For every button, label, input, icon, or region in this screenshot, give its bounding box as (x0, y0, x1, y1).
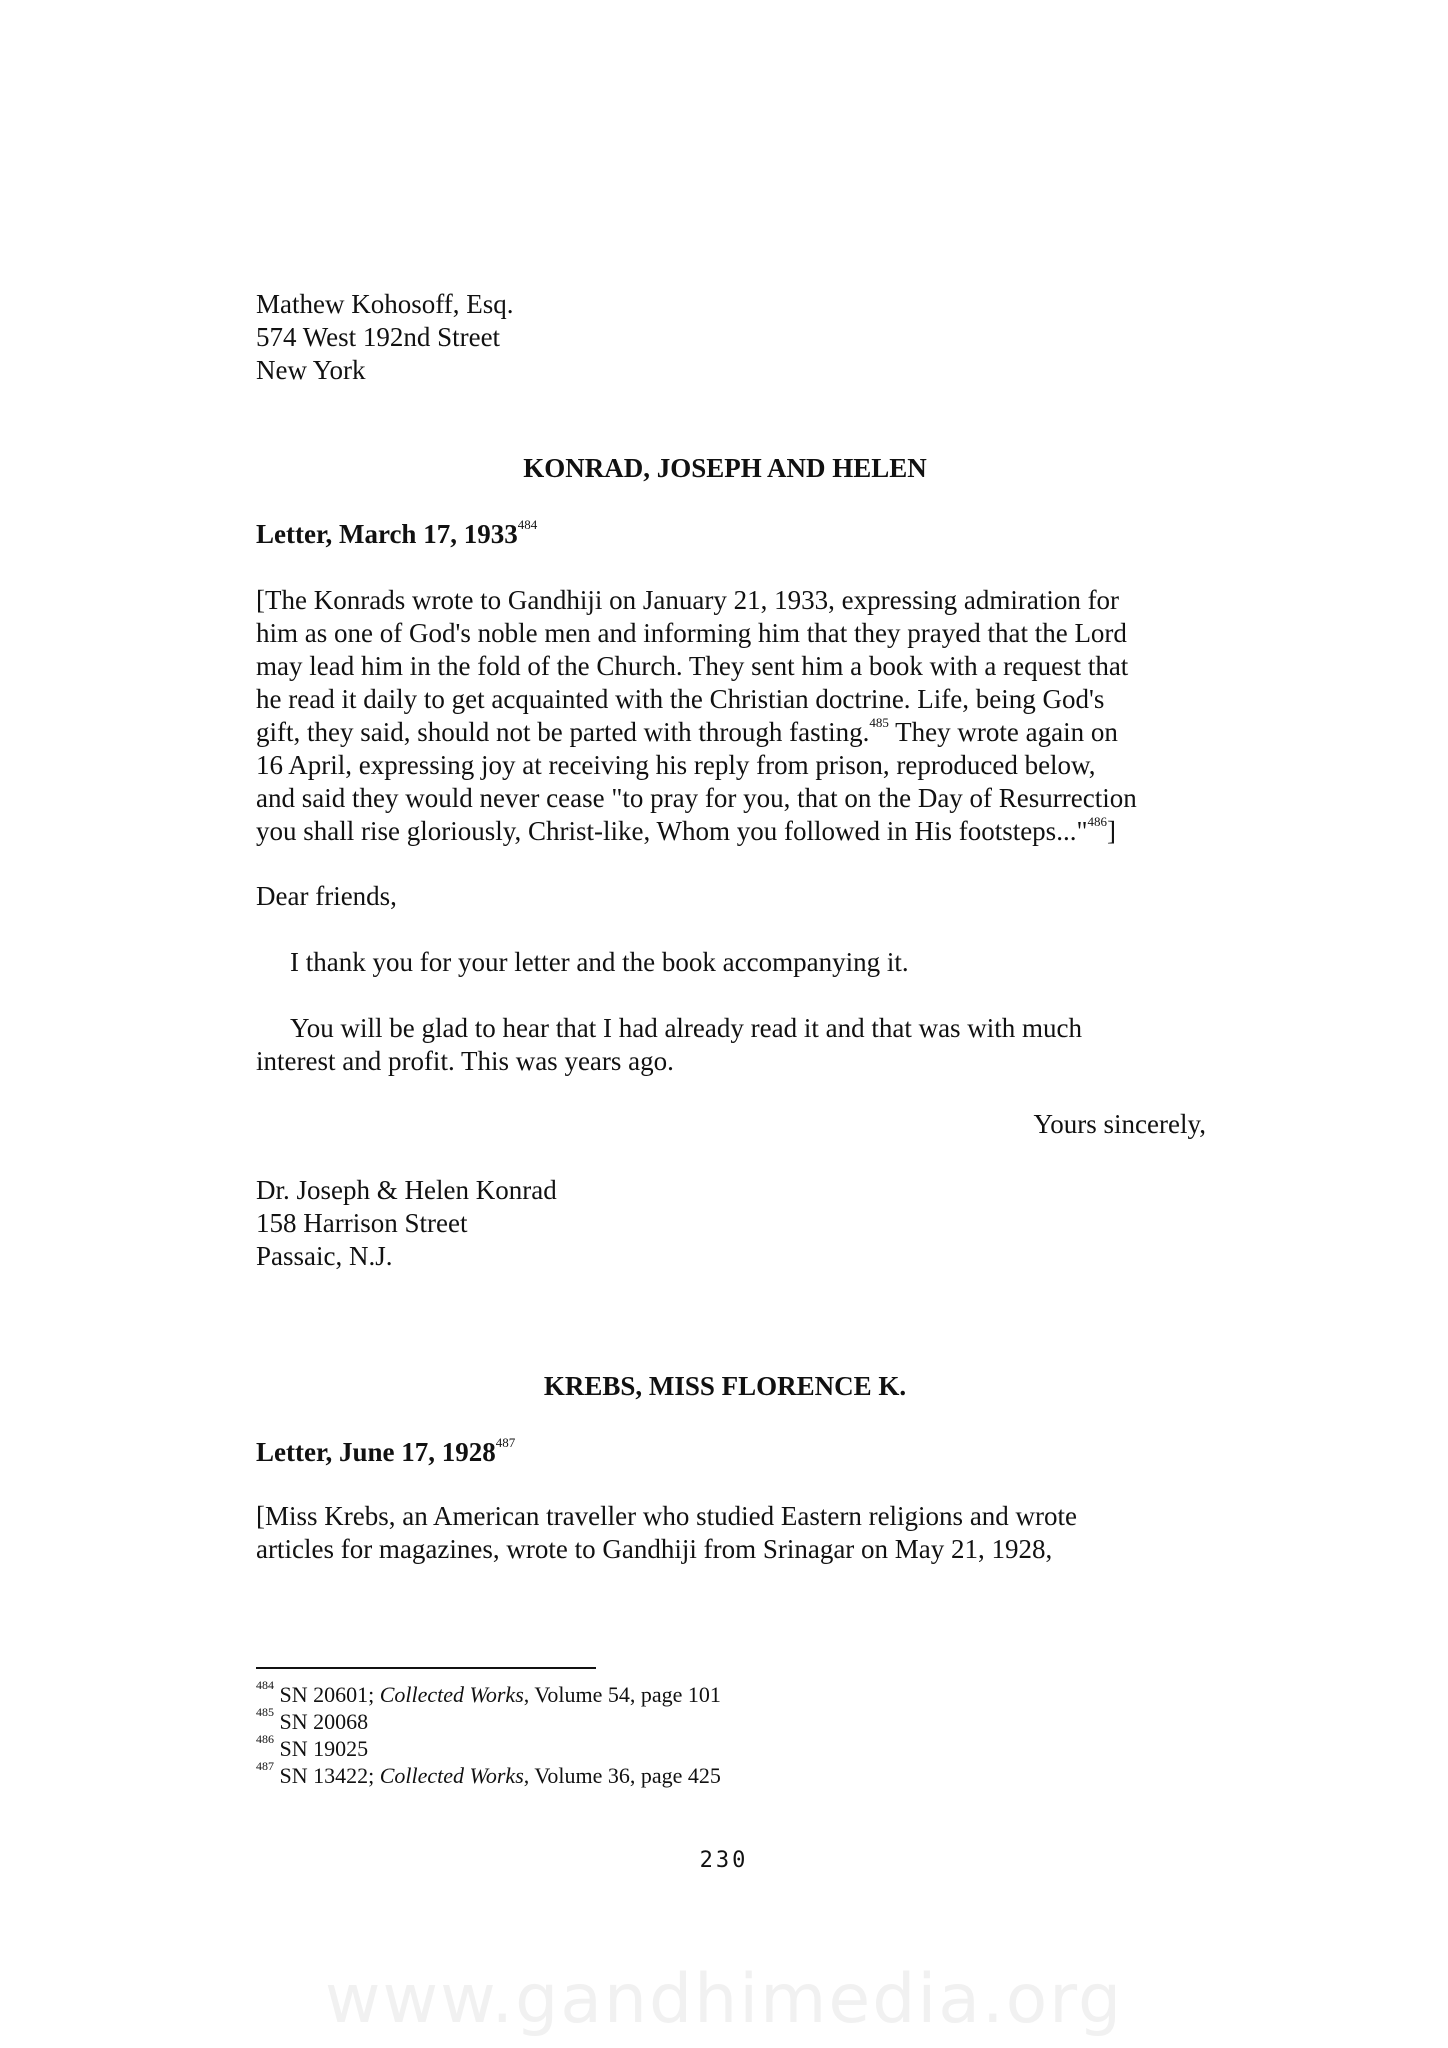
footnote-ref: 485 (869, 715, 889, 730)
recipient-address (256, 1174, 1206, 1273)
section-heading-konrad: KONRAD, JOSEPH AND HELEN (523, 453, 927, 483)
footnote (256, 1731, 721, 1762)
page-number: 230 (699, 1848, 749, 1873)
footnote (256, 1677, 721, 1708)
footnotes (256, 1677, 721, 1789)
paragraph-text: you shall rise gloriously, Christ-like, Whom you followed in His footsteps..." (256, 816, 1088, 846)
paragraph-line: articles for magazines, wrote to Gandhiji from Srinagar on May 21, 1928, (256, 1534, 1053, 1564)
footnote-separator (256, 1667, 596, 1669)
section-heading-krebs: KREBS, MISS FLORENCE K. (543, 1371, 907, 1401)
editorial-intro-paragraph (256, 1500, 1206, 1566)
address-line: 158 Harrison Street (256, 1208, 468, 1238)
paragraph-line: interest and profit. This was years ago. (256, 1046, 674, 1076)
footnote-text: , Volume 36, page 425 (523, 1763, 721, 1788)
footnote-number: 486 (256, 1731, 274, 1746)
letter-date-text: Letter, June 17, 1928 (256, 1437, 496, 1467)
paragraph-line (256, 815, 1206, 848)
paragraph-line: 16 April, expressing joy at receiving his reply from prison, reproduced below, (256, 750, 1096, 780)
footnote-ref: 486 (1087, 814, 1107, 829)
footnote-text: SN 20601; (279, 1682, 380, 1707)
paragraph-line: he read it daily to get acquainted with the Christian doctrine. Life, being God's (256, 684, 1105, 714)
watermark: www.gandhimedia.org (324, 1960, 1124, 2039)
footnote (256, 1758, 721, 1789)
paragraph-line: him as one of God's noble men and informing him that they prayed that the Lord (256, 618, 1127, 648)
paragraph-text: They wrote again on (888, 717, 1118, 747)
closing-signoff: Yours sincerely, (1033, 1109, 1206, 1139)
footnote-italic: Collected Works (379, 1682, 524, 1707)
paragraph-line (256, 716, 1206, 749)
address-line: 574 West 192nd Street (256, 322, 501, 352)
paragraph-text: gift, they said, should not be parted with through fasting. (256, 717, 870, 747)
address-line: Dr. Joseph & Helen Konrad (256, 1175, 557, 1205)
footnote-ref: 487 (495, 1435, 516, 1450)
footnote (256, 1704, 721, 1735)
paragraph-text: ] (1106, 816, 1116, 846)
letter-date-text: Letter, March 17, 1933 (256, 519, 518, 549)
recipient-address (256, 288, 1206, 387)
footnote-number: 485 (256, 1704, 274, 1719)
letter-paragraph (256, 946, 1206, 979)
footnote-text: SN 20068 (279, 1709, 369, 1734)
paragraph-line: [Miss Krebs, an American traveller who studied Eastern religions and wrote (256, 1501, 1078, 1531)
footnote-number: 487 (256, 1758, 274, 1773)
footnote-ref: 484 (517, 517, 538, 532)
footnote-text: , Volume 54, page 101 (523, 1682, 721, 1707)
editorial-intro-paragraph (256, 584, 1206, 848)
paragraph-line: You will be glad to hear that I had already read it and that was with much (290, 1013, 1083, 1043)
salutation: Dear friends, (256, 881, 397, 911)
address-line: Mathew Kohosoff, Esq. (256, 289, 514, 319)
paragraph-line: may lead him in the fold of the Church. They sent him a book with a request that (256, 651, 1129, 681)
address-line: New York (256, 355, 366, 385)
letter-date-heading (256, 1436, 515, 1469)
letter-date-heading (256, 518, 537, 551)
footnote-text: SN 13422; (279, 1763, 380, 1788)
footnote-number: 484 (256, 1677, 274, 1692)
paragraph-line: I thank you for your letter and the book accompanying it. (290, 947, 909, 977)
footnote-italic: Collected Works (379, 1763, 524, 1788)
address-line: Passaic, N.J. (256, 1241, 393, 1271)
paragraph-line: [The Konrads wrote to Gandhiji on January 21, 1933, expressing admiration for (256, 585, 1120, 615)
paragraph-line: and said they would never cease "to pray for you, that on the Day of Resurrection (256, 783, 1137, 813)
letter-paragraph (256, 1012, 1206, 1078)
footnote-text: SN 19025 (279, 1736, 369, 1761)
